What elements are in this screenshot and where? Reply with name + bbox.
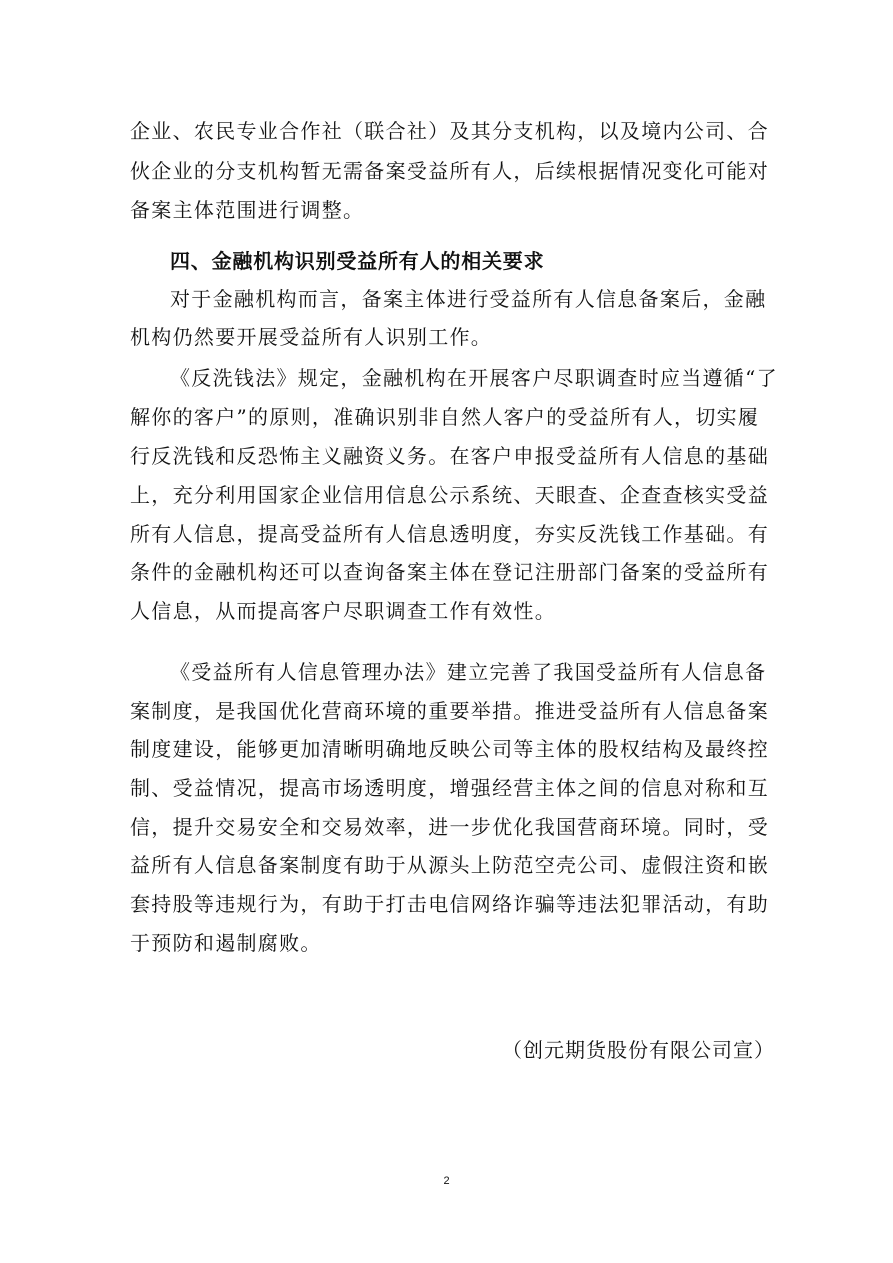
page-number: 2 (443, 1175, 450, 1187)
paragraph-line: 案制度，是我国优化营商环境的重要举措。推进受益所有人信息备案 (130, 699, 769, 723)
paragraph-line: 所有人信息，提高受益所有人信息透明度，夯实反洗钱工作基础。有 (130, 522, 769, 546)
paragraph-line: 益所有人信息备案制度有助于从源头上防范空壳公司、虚假注资和嵌 (130, 853, 769, 877)
paragraph-line: 套持股等违规行为，有助于打击电信网络诈骗等违法犯罪活动，有助 (130, 892, 769, 916)
paragraph-line: 企业、农民专业合作社（联合社）及其分支机构，以及境内公司、合 (130, 119, 769, 143)
paragraph-line: 上，充分利用国家企业信用信息公示系统、天眼查、企查查核实受益 (130, 483, 769, 507)
paragraph-line: 于预防和遏制腐败。 (130, 931, 322, 955)
paragraph-line: 行反洗钱和反恐怖主义融资义务。在客户申报受益所有人信息的基础 (130, 444, 769, 468)
paragraph-line: 制度建设，能够更加清晰明确地反映公司等主体的股权结构及最终控 (130, 737, 769, 761)
paragraph-line: 对于金融机构而言，备案主体进行受益所有人信息备案后，金融 (170, 287, 767, 311)
paragraph-line: 信，提升交易安全和交易效率，进一步优化我国营商环境。同时，受 (130, 815, 769, 839)
paragraph-line: 伙企业的分支机构暂无需备案受益所有人，后续根据情况变化可能对 (130, 159, 769, 183)
paragraph-line: 《反洗钱法》规定，金融机构在开展客户尽职调查时应当遵循“了 (170, 366, 778, 390)
paragraph-line: 解你的客户”的原则，准确识别非自然人客户的受益所有人，切实履 (130, 405, 760, 429)
paragraph-line: 《受益所有人信息管理办法》建立完善了我国受益所有人信息备 (170, 660, 767, 684)
paragraph-line: 人信息，从而提高客户尽职调查工作有效性。 (130, 599, 556, 623)
paragraph-line: 备案主体范围进行调整。 (130, 198, 365, 222)
paragraph-line: 制、受益情况，提高市场透明度，增强经营主体之间的信息对称和互 (130, 776, 769, 800)
signature: （创元期货股份有限公司宣） (502, 1038, 775, 1062)
section-heading: 四、金融机构识别受益所有人的相关要求 (170, 249, 545, 273)
paragraph-line: 条件的金融机构还可以查询备案主体在登记注册部门备案的受益所有 (130, 560, 769, 584)
paragraph-line: 机构仍然要开展受益所有人识别工作。 (130, 325, 493, 349)
